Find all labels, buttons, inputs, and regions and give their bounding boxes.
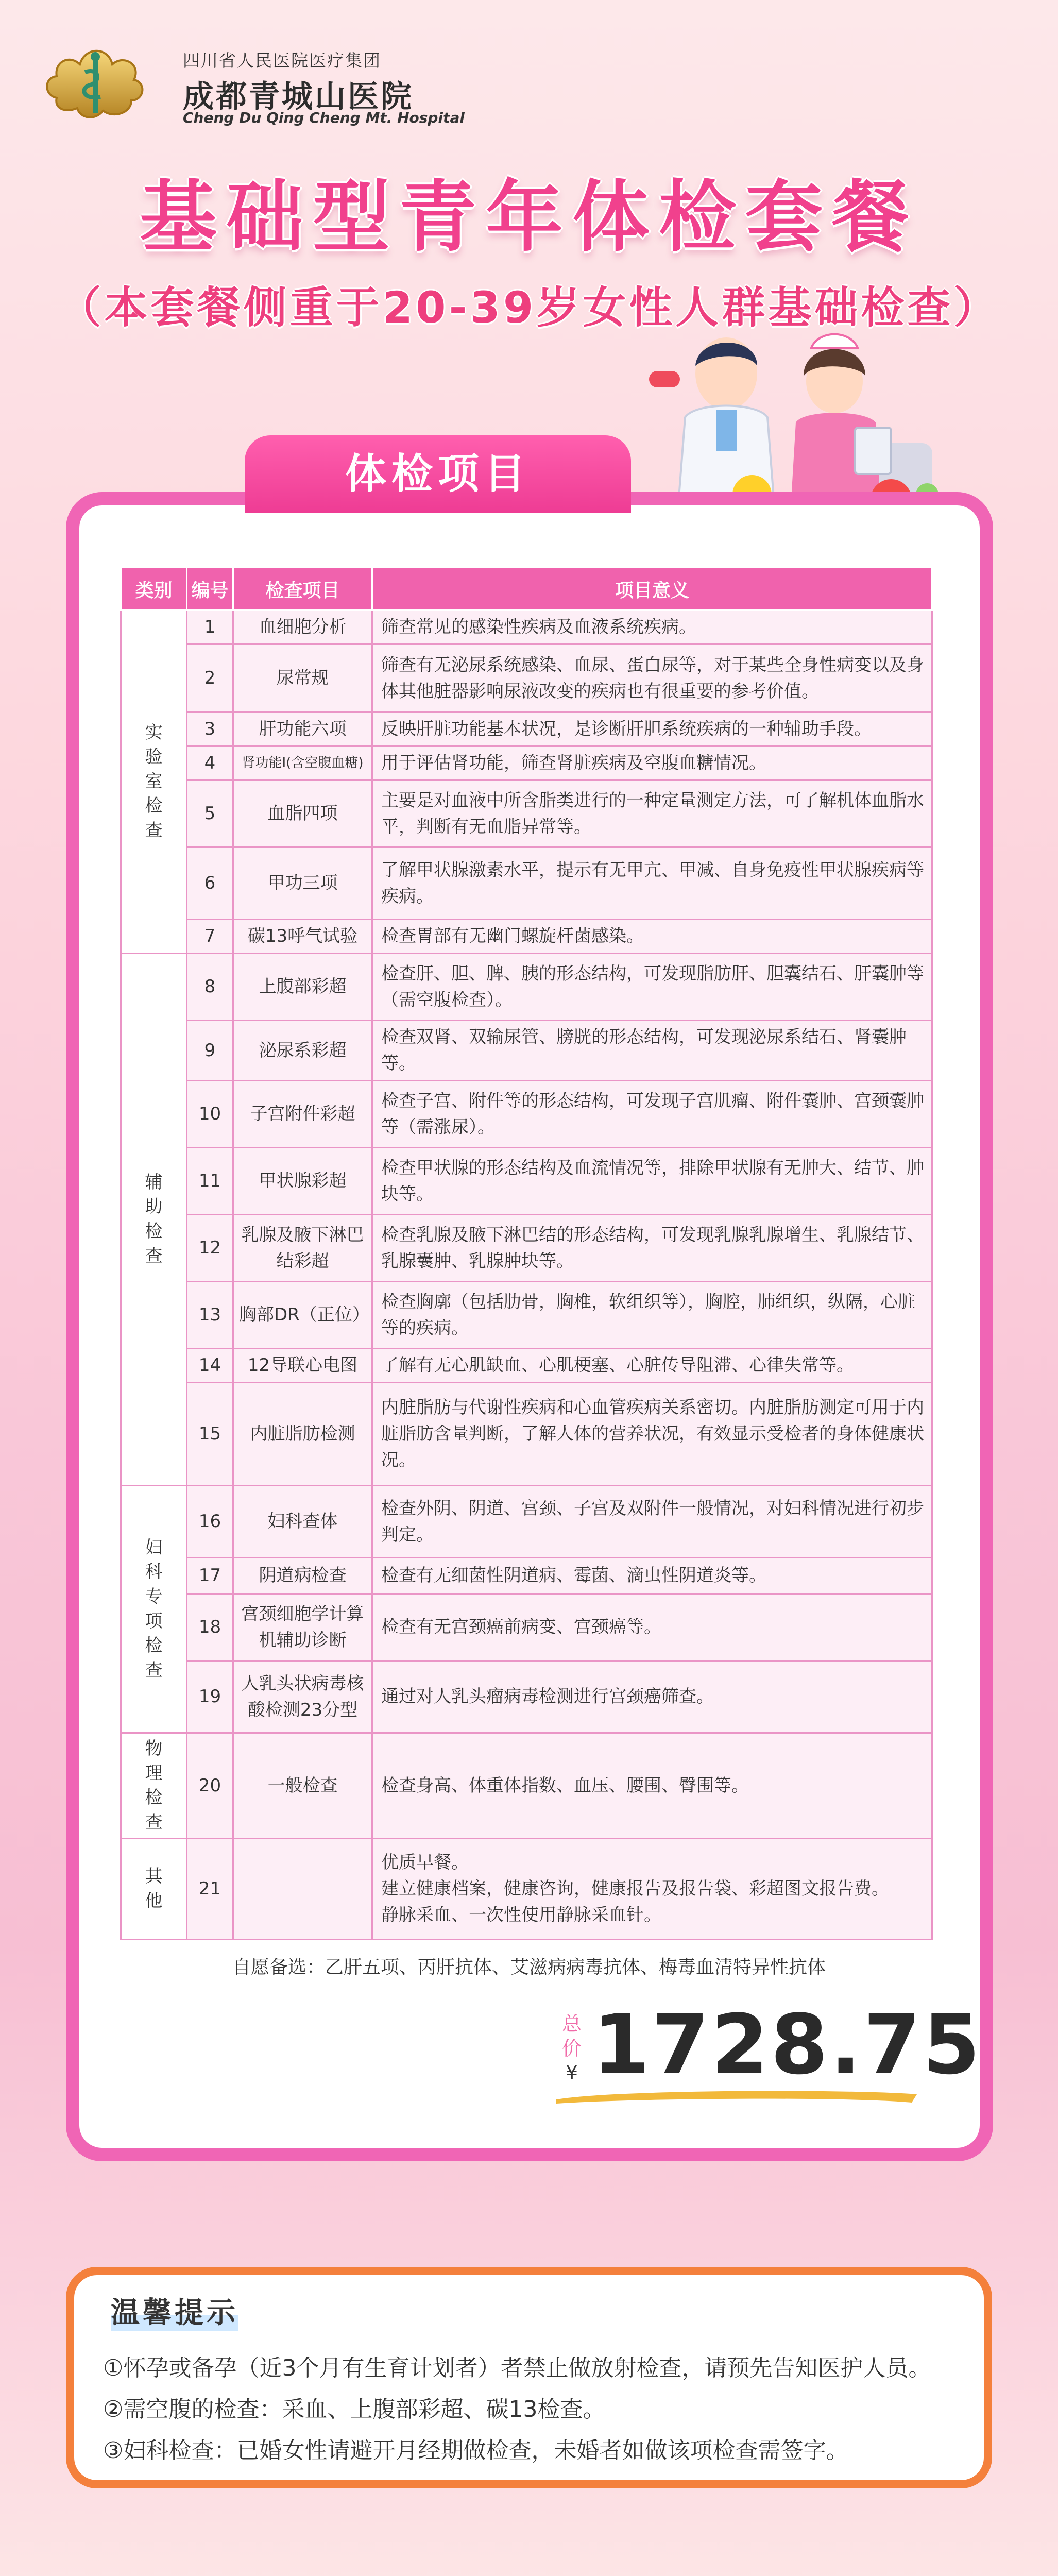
item-name: [233, 1839, 372, 1940]
item-description: 检查子宫、附件等的形态结构，可发现子宫肌瘤、附件囊肿、宫颈囊肿等（需涨尿）。: [372, 1081, 932, 1148]
table-header-row: [121, 568, 932, 611]
category-cell: [121, 1486, 187, 1733]
table-row: [121, 781, 932, 848]
item-name: 内脏脂肪检测: [233, 1383, 372, 1486]
item-number: 13: [187, 1282, 233, 1349]
table-row: [121, 1081, 932, 1148]
table-row: [121, 1733, 932, 1839]
notice-item: ①怀孕或备孕（近3个月有生育计划者）者禁止做放射检查，请预先告知医护人员。: [103, 2355, 931, 2381]
item-description: 了解甲状腺激素水平，提示有无甲亢、甲减、自身免疫性甲状腺疾病等疾病。: [372, 848, 932, 920]
category-cell: [121, 611, 187, 954]
item-name: 碳13呼气试验: [233, 920, 372, 954]
item-name: 血脂四项: [233, 781, 372, 848]
item-name: 胸部DR（正位）: [233, 1282, 372, 1349]
header-item: 检查项目: [233, 568, 372, 611]
table-row: [121, 1021, 932, 1081]
page-subtitle: （本套餐侧重于20-39岁女性人群基础检查）: [58, 282, 1000, 333]
category-cell: [121, 1733, 187, 1839]
item-number: 21: [187, 1839, 233, 1940]
item-description: 检查外阴、阴道、宫颈、子宫及双附件一般情况，对妇科情况进行初步判定。: [372, 1486, 932, 1558]
extra-service-line: 静脉采血、一次性使用静脉采血针。: [381, 1905, 661, 1926]
item-description: 检查有无宫颈癌前病变、宫颈癌等。: [372, 1594, 932, 1661]
notice-item: ②需空腹的检查：采血、上腹部彩超、碳13检查。: [103, 2396, 606, 2422]
extra-service-line: 建立健康档案，健康咨询，健康报告及报告袋、彩超图文报告费。: [381, 1878, 889, 1900]
item-name: 甲状腺彩超: [233, 1148, 372, 1215]
item-name: 子宫附件彩超: [233, 1081, 372, 1148]
item-number: 2: [187, 645, 233, 713]
table-row: [121, 645, 932, 713]
item-description: 检查肝、胆、脾、胰的形态结构，可发现脂肪肝、胆囊结石、肝囊肿等（需空腹检查）。: [372, 954, 932, 1021]
table-row: [121, 1839, 932, 1940]
total-price-label: [561, 2012, 582, 2086]
item-number: 20: [187, 1733, 233, 1839]
table-row: [121, 747, 932, 781]
item-number: 1: [187, 611, 233, 645]
category-label: 辅 助 检 查: [145, 1172, 163, 1266]
notice-title: 温馨提示: [111, 2290, 238, 2331]
item-description: 了解有无心肌缺血、心肌梗塞、心脏传导阻滞、心律失常等。: [372, 1349, 932, 1383]
item-description: 筛查常见的感染性疾病及血液系统疾病。: [372, 611, 932, 645]
item-name: 人乳头状病毒核酸检测23分型: [233, 1661, 372, 1733]
item-number: 19: [187, 1661, 233, 1733]
table-row: [121, 920, 932, 954]
hospital-group-name: 四川省人民医院医疗集团: [183, 50, 381, 71]
item-description: 通过对人乳头瘤病毒检测进行宫颈癌筛查。: [372, 1661, 932, 1733]
item-number: 15: [187, 1383, 233, 1486]
table-row: [121, 1661, 932, 1733]
item-name: 甲功三项: [233, 848, 372, 920]
table-row: [121, 611, 932, 645]
item-description: 检查身高、体重体指数、血压、腰围、臀围等。: [372, 1733, 932, 1839]
item-name: 尿常规: [233, 645, 372, 713]
item-description: 检查甲状腺的形态结构及血流情况等，排除甲状腺有无肿大、结节、肿块等。: [372, 1148, 932, 1215]
table-row: [121, 1148, 932, 1215]
total-label-text: 总价: [561, 2012, 582, 2060]
item-number: 18: [187, 1594, 233, 1661]
category-label: 物 理 检 查: [145, 1738, 163, 1833]
item-description: [372, 1839, 932, 1940]
table-row: [121, 1349, 932, 1383]
extra-service-line: 优质早餐。: [381, 1852, 469, 1873]
item-number: 5: [187, 781, 233, 848]
item-description: 反映肝脏功能基本状况，是诊断肝胆系统疾病的一种辅助手段。: [372, 713, 932, 747]
item-description: 检查胃部有无幽门螺旋杆菌感染。: [372, 920, 932, 954]
exam-items-table: [120, 567, 933, 1940]
header-category: 类别: [121, 568, 187, 611]
table-row: [121, 1558, 932, 1594]
item-name: 肾功能I(含空腹血糖): [233, 747, 372, 781]
item-description: 筛查有无泌尿系统感染、血尿、蛋白尿等，对于某些全身性病变以及身体其他脏器影响尿液改变的疾病也有很重要的参考价值。: [372, 645, 932, 713]
item-number: 16: [187, 1486, 233, 1558]
notice-item: ③妇科检查：已婚女性请避开月经期做检查，未婚者如做该项检查需签字。: [103, 2437, 849, 2464]
item-name: 妇科查体: [233, 1486, 372, 1558]
hospital-english-name: Cheng Du Qing Cheng Mt. Hospital: [183, 109, 465, 126]
item-name: 泌尿系彩超: [233, 1021, 372, 1081]
item-number: 17: [187, 1558, 233, 1594]
item-description: 检查有无细菌性阴道病、霉菌、滴虫性阴道炎等。: [372, 1558, 932, 1594]
item-name: 12导联心电图: [233, 1349, 372, 1383]
section-title: 体检项目: [245, 435, 631, 513]
item-name: 血细胞分析: [233, 611, 372, 645]
category-label: 其 他: [145, 1866, 163, 1911]
item-name: 宫颈细胞学计算机辅助诊断: [233, 1594, 372, 1661]
table-row: [121, 848, 932, 920]
table-row: [121, 713, 932, 747]
item-description: 主要是对血液中所含脂类进行的一种定量测定方法，可了解机体血脂水平，判断有无血脂异常等。: [372, 781, 932, 848]
total-price: 1728.75: [592, 1996, 982, 2093]
table-row: [121, 1594, 932, 1661]
item-name: 上腹部彩超: [233, 954, 372, 1021]
item-number: 3: [187, 713, 233, 747]
item-name: 乳腺及腋下淋巴结彩超: [233, 1215, 372, 1282]
hospital-logo-icon: [41, 36, 149, 134]
header-meaning: 项目意义: [372, 568, 932, 611]
item-description: 检查胸廓（包括肋骨，胸椎，软组织等），胸腔，肺组织，纵隔，心脏等的疾病。: [372, 1282, 932, 1349]
category-label: 实 验 室 检 查: [145, 722, 163, 841]
header-number: 编号: [187, 568, 233, 611]
item-name: 肝功能六项: [233, 713, 372, 747]
item-name: 一般检查: [233, 1733, 372, 1839]
table-row: [121, 1282, 932, 1349]
optional-items-text: 自愿备选：乙肝五项、丙肝抗体、艾滋病病毒抗体、梅毒血清特异性抗体: [232, 1957, 826, 1978]
item-description: 内脏脂肪与代谢性疾病和心血管疾病关系密切。内脏脂肪测定可用于内脏脂肪含量判断，了解人体的营养状况，有效显示受检者的身体健康状况。: [372, 1383, 932, 1486]
item-number: 9: [187, 1021, 233, 1081]
hospital-name: 成都青城山医院: [183, 79, 414, 115]
table-row: [121, 1486, 932, 1558]
category-cell: [121, 1839, 187, 1940]
item-description: 检查乳腺及腋下淋巴结的形态结构，可发现乳腺乳腺增生、乳腺结节、乳腺囊肿、乳腺肿块等。: [372, 1215, 932, 1282]
page-title: 基础型青年体检套餐: [139, 173, 918, 262]
item-number: 14: [187, 1349, 233, 1383]
item-number: 12: [187, 1215, 233, 1282]
item-number: 4: [187, 747, 233, 781]
table-row: [121, 1383, 932, 1486]
table-row: [121, 1215, 932, 1282]
item-number: 11: [187, 1148, 233, 1215]
item-number: 6: [187, 848, 233, 920]
item-description: 检查双肾、双输尿管、膀胱的形态结构，可发现泌尿系结石、肾囊肿等。: [372, 1021, 932, 1081]
category-label: 妇 科 专 项 检 查: [145, 1537, 163, 1681]
currency-symbol: ¥: [565, 2061, 578, 2084]
table-row: [121, 954, 932, 1021]
item-name: 阴道病检查: [233, 1558, 372, 1594]
item-number: 8: [187, 954, 233, 1021]
item-description: 用于评估肾功能，筛查肾脏疾病及空腹血糖情况。: [372, 747, 932, 781]
item-number: 7: [187, 920, 233, 954]
item-number: 10: [187, 1081, 233, 1148]
category-cell: [121, 954, 187, 1486]
